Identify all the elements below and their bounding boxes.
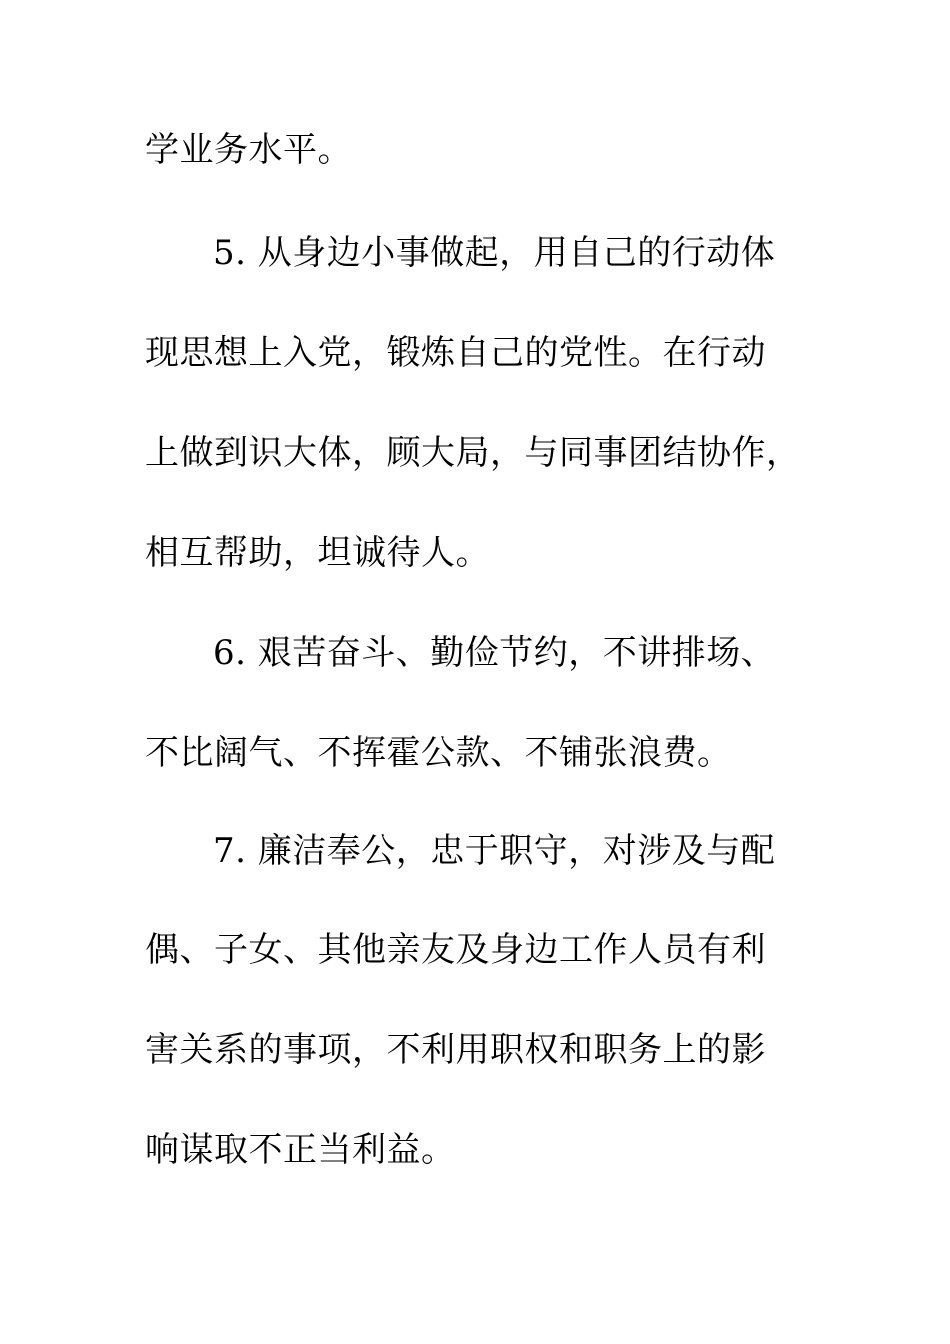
paragraph-line-10: 害关系的事项，不利用职权和职务上的影 <box>145 1030 766 1070</box>
paragraph-line-8: 7. 廉洁奉公，忠于职守，对涉及与配 <box>213 831 776 871</box>
paragraph-line-3: 现思想上入党，锻炼自己的党性。在行动 <box>145 333 766 373</box>
paragraph-line-4: 上做到识大体，顾大局，与同事团结协作， <box>145 433 801 473</box>
paragraph-line-6: 6. 艰苦奋斗、勤俭节约，不讲排场、 <box>213 633 776 673</box>
paragraph-line-2: 5. 从身边小事做起，用自己的行动体 <box>213 233 776 273</box>
paragraph-line-1: 学业务水平。 <box>145 130 352 170</box>
paragraph-line-9: 偶、子女、其他亲友及身边工作人员有利 <box>145 930 766 970</box>
paragraph-line-7: 不比阔气、不挥霍公款、不铺张浪费。 <box>145 733 732 773</box>
paragraph-line-5: 相互帮助，坦诚待人。 <box>145 533 490 573</box>
paragraph-line-11: 响谋取不正当利益。 <box>145 1130 456 1170</box>
